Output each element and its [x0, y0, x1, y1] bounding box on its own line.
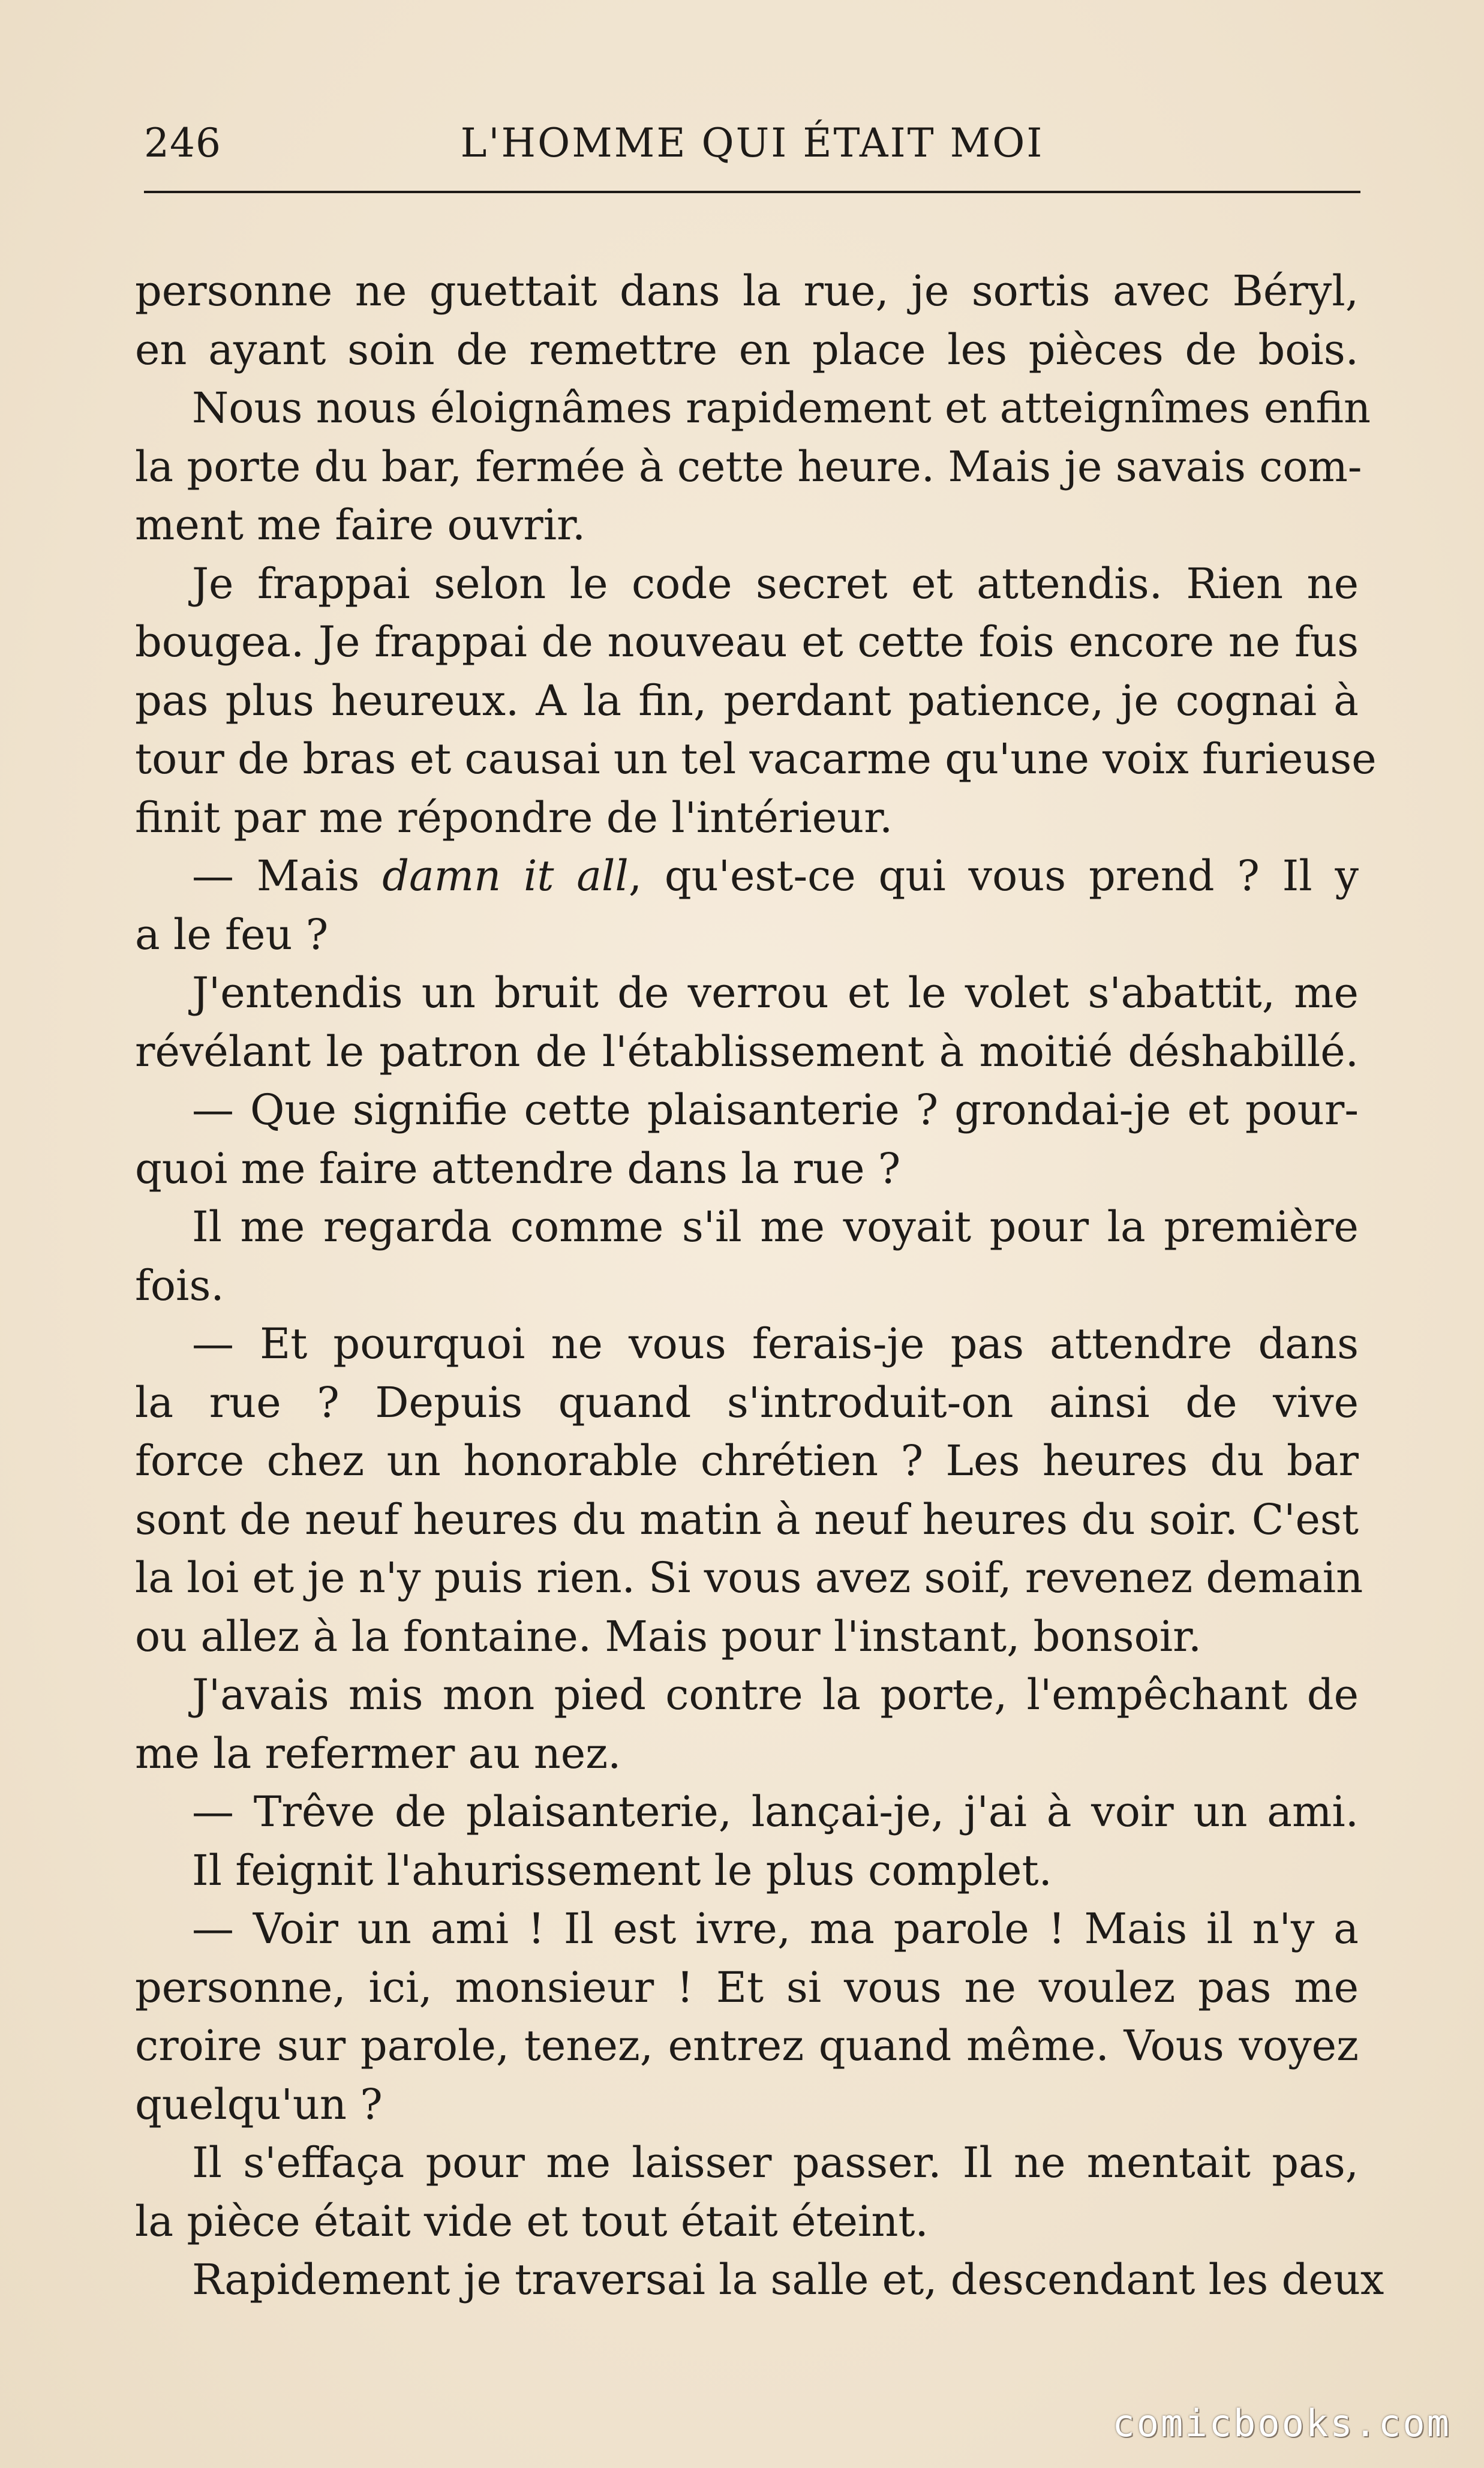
- text-line: Il me regarda comme s'il me voyait pour la première: [192, 1202, 1359, 1251]
- watermark: comicbooks.com: [1112, 2401, 1451, 2445]
- text-line: la pièce était vide et tout était éteint.: [135, 2196, 929, 2246]
- body-text: [135, 262, 1384, 2310]
- text-line: [135, 847, 1359, 906]
- text-line: me la refermer au nez.: [135, 1728, 621, 1778]
- text-line: la porte du bar, fermée à cette heure. Mais je savais com-: [135, 442, 1362, 491]
- text-line: — Que signifie cette plaisanterie ? grondai-je et pour-: [192, 1085, 1359, 1134]
- text-line: — Et pourquoi ne vous ferais-je pas attendre dans: [192, 1319, 1359, 1368]
- text-line: a le feu ?: [135, 909, 329, 959]
- text-line: quoi me faire attendre dans la rue ?: [135, 1143, 901, 1193]
- text-line: Nous nous éloignâmes rapidement et atteignîmes enfin: [192, 383, 1371, 433]
- header-rule: [144, 191, 1360, 193]
- page-number: 246: [144, 120, 221, 166]
- text-line: personne ne guettait dans la rue, je sortis avec Béryl,: [135, 266, 1359, 316]
- text-line: J'avais mis mon pied contre la porte, l'empêchant de: [192, 1670, 1359, 1719]
- text-line: Il feignit l'ahurissement le plus complet.: [192, 1845, 1052, 1895]
- text-line: bougea. Je frappai de nouveau et cette fois encore ne fus: [135, 617, 1359, 666]
- running-title: L'HOMME QUI ÉTAIT MOI: [460, 120, 1044, 166]
- text-line: pas plus heureux. A la fin, perdant patience, je cognai à: [135, 675, 1359, 725]
- text-line: ou allez à la fontaine. Mais pour l'instant, bonsoir.: [135, 1611, 1202, 1661]
- text-line: force chez un honorable chrétien ? Les heures du bar: [135, 1436, 1359, 1485]
- text-line: — Trêve de plaisanterie, lançai-je, j'ai à voir un ami.: [192, 1787, 1359, 1836]
- italic-phrase: damn it all: [382, 851, 629, 900]
- text-line: Rapidement je traversai la salle et, descendant les deux: [192, 2255, 1384, 2304]
- text-line: Je frappai selon le code secret et attendis. Rien ne: [192, 559, 1359, 608]
- text-line: révélant le patron de l'établissement à moitié déshabillé.: [135, 1026, 1359, 1076]
- text-line: quelqu'un ?: [135, 2079, 383, 2129]
- text-line: sont de neuf heures du matin à neuf heures du soir. C'est: [135, 1494, 1359, 1544]
- text-segment: , qu'est-ce qui vous prend ? Il y: [628, 851, 1359, 900]
- text-segment: — Mais: [192, 851, 383, 900]
- text-line: la rue ? Depuis quand s'introduit-on ainsi de vive: [135, 1377, 1359, 1427]
- text-line: fois.: [135, 1260, 224, 1310]
- text-line: ment me faire ouvrir.: [135, 500, 586, 550]
- text-line: finit par me répondre de l'intérieur.: [135, 792, 893, 842]
- text-line: — Voir un ami ! Il est ivre, ma parole ! Mais il n'y a: [192, 1904, 1359, 1953]
- text-line: personne, ici, monsieur ! Et si vous ne voulez pas me: [135, 1962, 1359, 2012]
- text-line: Il s'effaça pour me laisser passer. Il ne mentait pas,: [192, 2138, 1359, 2187]
- page-header: [144, 114, 1360, 186]
- text-line: en ayant soin de remettre en place les pièces de bois.: [135, 325, 1359, 374]
- text-line: tour de bras et causai un tel vacarme qu'une voix furieuse: [135, 734, 1377, 783]
- text-line: la loi et je n'y puis rien. Si vous avez soif, revenez demain: [135, 1553, 1363, 1602]
- text-line: croire sur parole, tenez, entrez quand même. Vous voyez: [135, 2021, 1359, 2070]
- text-line: J'entendis un bruit de verrou et le volet s'abattit, me: [192, 968, 1359, 1017]
